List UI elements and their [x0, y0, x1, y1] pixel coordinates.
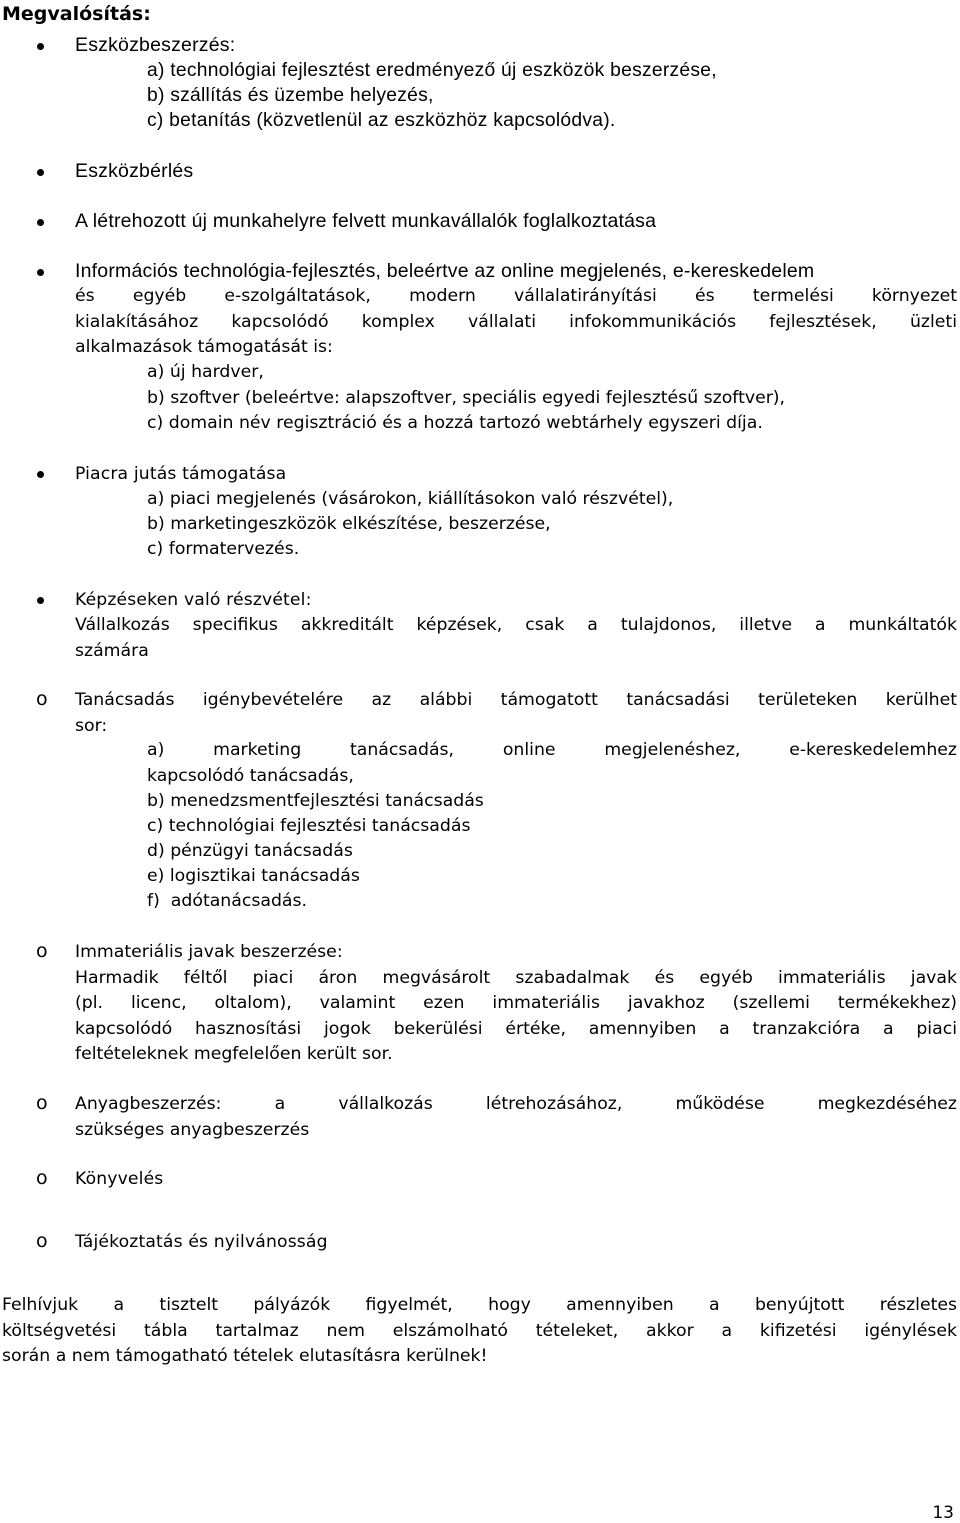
item-text-line: és egyéb e-szolgáltatások, modern vállalatirányítási és termelési környezet [75, 286, 957, 306]
section-heading: Megvalósítás: [2, 3, 151, 25]
item-text-line: feltételeknek megfelelően került sor. [75, 1044, 393, 1064]
sub-item: b) szoftver (beleértve: alapszoftver, speciális egyedi fejlesztésű szoftver), [147, 388, 786, 408]
item-text-line: kialakításához kapcsolódó komplex vállalati infokommunikációs fejlesztések, üzleti [75, 311, 957, 332]
sub-item: c) formatervezés. [147, 539, 300, 559]
sub-item: b) szállítás és üzembe helyezés, [147, 85, 434, 106]
circle-bullet-icon: o [36, 1167, 48, 1189]
item-title: Képzéseken való részvétel: [75, 590, 312, 610]
bullet-icon [36, 260, 46, 280]
item-text-line: (pl. licenc, oltalom), valamint ezen immateriális javakhoz (szellemi termékekhez) [75, 993, 957, 1013]
circle-bullet-icon: o [36, 940, 48, 962]
item-title: Eszközbérlés [75, 160, 194, 182]
sub-item: a) marketing tanácsadás, online megjelenéshez, e-kereskedelemhez [147, 740, 957, 760]
circle-bullet-icon: o [36, 1092, 48, 1114]
sub-item: b) menedzsmentfejlesztési tanácsadás [147, 791, 484, 811]
item-title: Könyvelés [75, 1169, 164, 1189]
item-text [75, 1092, 957, 1143]
item-text-line: Anyagbeszerzés: a vállalkozás létrehozásához, működése megkezdéséhez [75, 1094, 957, 1114]
sub-item: c) domain név regisztráció és a hozzá tartozó webtárhely egyszeri díja. [147, 413, 763, 433]
item-text [75, 613, 957, 664]
item-title: Tájékoztatás és nyilvánosság [75, 1232, 328, 1252]
item-text-line: sor: [75, 715, 108, 736]
bullet-icon [36, 34, 46, 54]
sub-item-group [147, 738, 957, 789]
page-number: 13 [932, 1503, 954, 1523]
notice-line: Felhívjuk a tisztelt pályázók figyelmét, hogy amennyiben a benyújtott részletes [2, 1295, 957, 1315]
item-title: A létrehozott új munkahelyre felvett munkavállalók foglalkoztatása [75, 210, 657, 232]
item-text-line: Vállalkozás specifikus akkreditált képzések, csak a tulajdonos, illetve a munkáltatók [75, 615, 957, 635]
bullet-icon [36, 588, 46, 608]
item-text-line: Harmadik féltől piaci áron megvásárolt szabadalmak és egyéb immateriális javak [75, 967, 957, 988]
item-text [75, 940, 957, 1068]
item-text-line: kapcsolódó hasznosítási jogok bekerülési értéke, amennyiben a tranzakcióra a piaci [75, 1018, 957, 1039]
item-text-line: alkalmazások támogatását is: [75, 337, 333, 357]
item-text [75, 284, 957, 361]
sub-item: b) marketingeszközök elkészítése, beszerzése, [147, 514, 551, 534]
notice-line: során a nem támogatható tételek elutasításra kerülnek! [2, 1346, 488, 1366]
item-title: Piacra jutás támogatása [75, 464, 287, 484]
sub-item: e) logisztikai tanácsadás [147, 866, 360, 886]
item-text-line: szükséges anyagbeszerzés [75, 1119, 310, 1140]
item-text-line: számára [75, 640, 149, 661]
item-text-line: Immateriális javak beszerzése: [75, 942, 343, 962]
sub-item: kapcsolódó tanácsadás, [147, 765, 354, 786]
circle-bullet-icon: o [36, 688, 48, 710]
bullet-icon [36, 160, 46, 180]
item-text-line: Tanácsadás igénybevételére az alábbi támogatott tanácsadási területeken kerülhet [75, 690, 957, 710]
bullet-icon [36, 462, 46, 482]
sub-item: d) pénzügyi tanácsadás [147, 841, 353, 861]
sub-item: a) piaci megjelenés (vásárokon, kiállításokon való részvétel), [147, 489, 674, 509]
item-text-line: Információs technológia-fejlesztés, beleértve az online megjelenés, e-kereskedelem [75, 260, 815, 282]
notice-line: költségvetési tábla tartalmaz nem elszámolható tételeket, akkor a kifizetési igénylések [2, 1320, 957, 1341]
sub-item: a) új hardver, [147, 362, 264, 382]
sub-item: f) adótanácsadás. [147, 891, 308, 911]
sub-item: a) technológiai fejlesztést eredményező új eszközök beszerzése, [147, 60, 717, 81]
sub-item: c) technológiai fejlesztési tanácsadás [147, 816, 471, 836]
item-text [75, 688, 957, 739]
notice-paragraph [2, 1293, 957, 1370]
bullet-icon [36, 210, 46, 230]
item-title: Eszközbeszerzés: [75, 34, 236, 56]
sub-item: c) betanítás (közvetlenül az eszközhöz kapcsolódva). [147, 110, 616, 131]
circle-bullet-icon: o [36, 1230, 48, 1252]
